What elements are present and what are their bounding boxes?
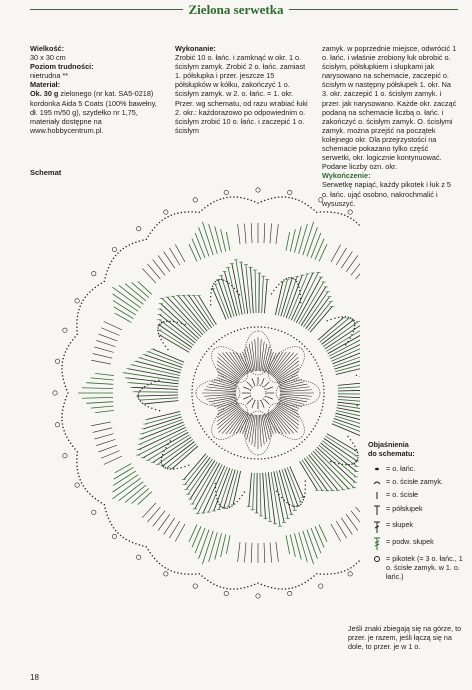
diagram-label: Schemat	[30, 168, 62, 177]
specs-column	[30, 44, 166, 135]
legend-list	[368, 464, 468, 614]
material-text: zielonego (nr kat. SA5-0218) kordonka Aida 5 Coats (100% bawełny, dł. 195 m/50 g), szydełko nr 1,75, materiały dostępne na www.hobbycentrum.pl.	[30, 89, 157, 135]
page-title-text: Zielona serwetka	[183, 2, 290, 17]
treble-crochet-icon	[372, 537, 382, 549]
material-amount: Ok. 30 g	[30, 89, 59, 99]
size-label: Wielkość:	[30, 44, 64, 53]
legend-heading-1: Objaśnienia	[368, 440, 409, 449]
legend-text: = półsłupek	[386, 504, 423, 513]
stitch-note: Jeśli znaki zbiegają się na górze, to przer. je razem, jeśli łączą się na dole, to przer. je w 1 o.	[348, 624, 462, 651]
page-number: 18	[30, 673, 39, 682]
material-label: Materiał:	[30, 80, 61, 90]
size-value: 30 x 30 cm	[30, 53, 66, 63]
chain-stitch-icon	[372, 464, 382, 476]
page-title	[0, 2, 472, 18]
difficulty-label: Poziom trudności:	[30, 62, 94, 72]
slip-stitch-icon	[372, 477, 382, 489]
double-crochet-icon	[372, 520, 382, 532]
legend-heading-2: do schematu:	[368, 449, 415, 458]
half-double-crochet-icon	[372, 504, 382, 516]
legend-text: = podw. słupek	[386, 537, 434, 546]
instructions-heading: Wykonanie:	[175, 44, 216, 53]
legend-text: = o. łańc.	[386, 464, 416, 473]
finishing-heading: Wykończenie:	[322, 171, 371, 181]
legend	[368, 440, 468, 614]
legend-text: = pikotek (= 3 o. łańc., 1 o. ścisłe zamyk. w 1. o. łańc.)	[386, 554, 463, 581]
single-crochet-icon	[372, 490, 382, 502]
instructions-continued-text: zamyk. w poprzednie miejsce, odwrócić 1 o. łańc. i właśnie zrobiony łuk obrobić o. ścisłym, półsłupkiem i słupkami jak narysowano na schemacie, zaczepić o. ścisłym w następny półsłupek 1. okr. Na 3. okr. zaczepić 1 o. ścisłym zamyk. i przer. jak narysowano. Każde okr. zacząć podaną na schemacie liczbą o. łańc. i zakończyć o. ścisłym zamyk. O. ścisłymi zamyk. można przejść na początek kolejnego okr. Dla przejrzystości na schemacie pokazano tylko część serwetki, okr. logicznie kontynuować. Podane liczby ozn. okr.	[322, 44, 457, 172]
legend-text: = o. ścisłe	[386, 490, 419, 499]
instructions-column	[175, 44, 310, 135]
difficulty-value: nietrudna **	[30, 71, 69, 81]
legend-text: = słupek	[386, 520, 413, 529]
picot-icon	[372, 554, 382, 566]
legend-text: = o. ścisłe zamyk.	[386, 477, 443, 486]
instructions-text: Zrobić 10 o. łańc. i zamknąć w okr. 1 o. ścisłym zamyk. Zrobić 2 o. łańc. zamiast 1. półsłupka i przer. jeszcze 15 półsłupków w kółku, zakończyć 1 o. ścisłym zamyk. w 2. o. łańc. = 1. okr. Przer. wg schematu, od razu wrabiać łuki 2. okr.: każdorazowo po odpowiednim o. ścisłym zrobić 10 o. łańc. i zaczepić 1 o. ścisłym	[175, 53, 308, 135]
finishing-text: Serwetkę napiąć, każdy pikotek i łuk z 5 o. łańc. ująć osobno, nakrochmalić i wysuszyć.	[322, 180, 451, 208]
material-paragraph	[30, 89, 166, 134]
diagram-stitches	[53, 188, 360, 598]
crochet-doily-diagram	[0, 178, 360, 678]
